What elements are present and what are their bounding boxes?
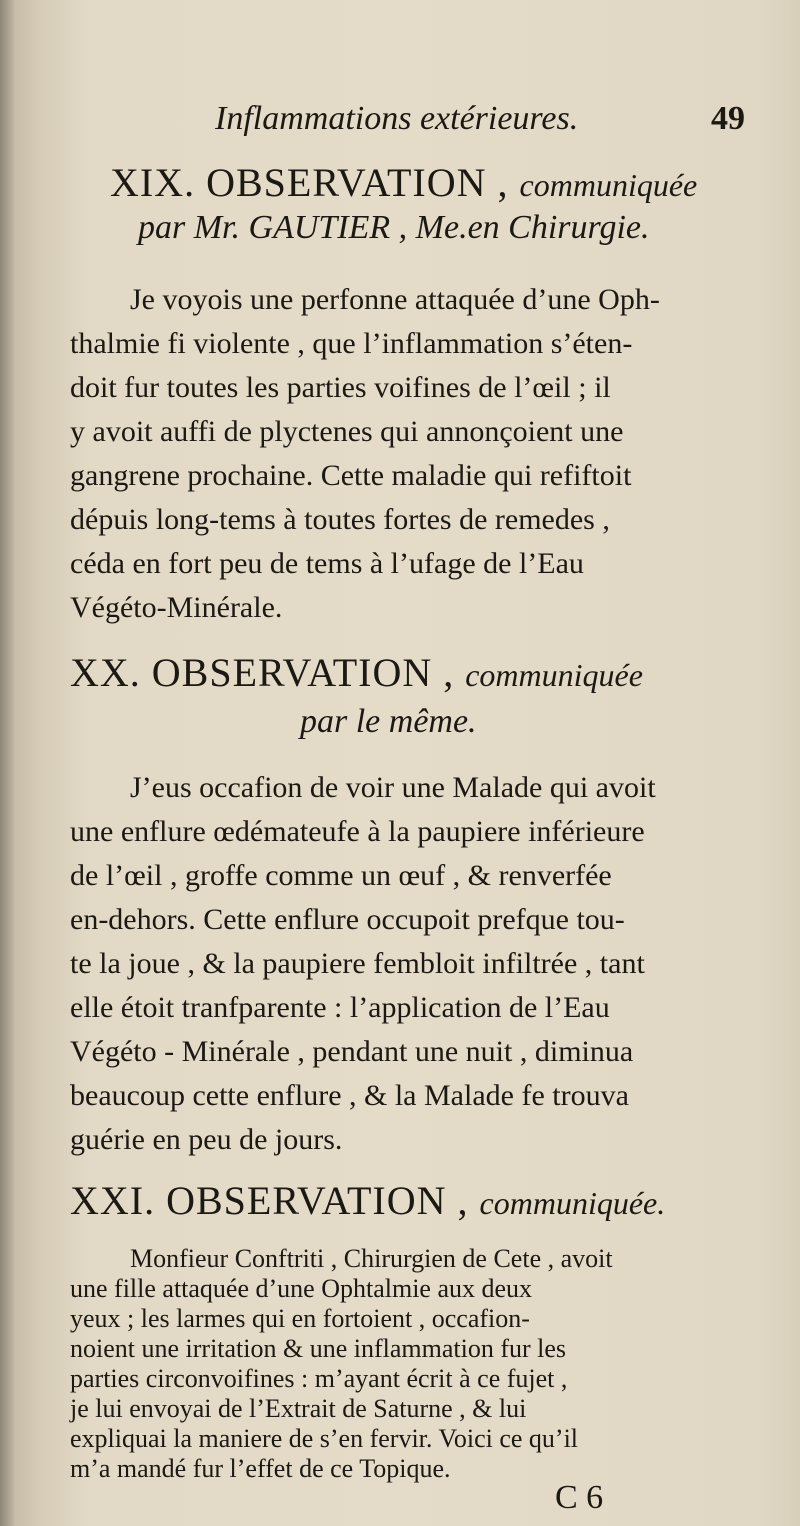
obs20-line-9: guérie en peu de jours. [70, 1123, 343, 1156]
obs20-title: OBSERVATION , [151, 650, 455, 695]
obs19-line-8: Végéto-Minérale. [70, 591, 283, 624]
obs19-line-5: gangrene prochaine. Cette maladie qui refiftoit [70, 459, 632, 492]
page-number: 49 [711, 100, 745, 137]
obs19-title: OBSERVATION , [206, 160, 509, 205]
obs19-line-1: Je voyois une perfonne attaquée d’une Oph- [130, 283, 660, 316]
obs21-line-2: une fille attaquée d’une Ophtalmie aux deux [70, 1274, 533, 1303]
obs20-line-7: Végéto - Minérale , pendant une nuit , diminua [70, 1035, 634, 1068]
obs21-line-7: expliquai la maniere de s’en fervir. Voici ce qu’il [70, 1424, 579, 1453]
running-head [215, 100, 745, 146]
obs20-line-1: J’eus occafion de voir une Malade qui avoit [130, 771, 656, 804]
obs21-line-3: yeux ; les larmes qui en fortoient , occafion- [70, 1304, 530, 1333]
obs19-communiquee: communiquée [519, 167, 698, 203]
obs19-line-7: céda en fort peu de tems à l’ufage de l’Eau [70, 547, 584, 580]
obs21-title: OBSERVATION , [166, 1178, 469, 1223]
obs20-line-5: te la joue , & la paupiere fembloit infiltrée , tant [70, 947, 645, 980]
obs21-line-6: je lui envoyai de l’Extrait de Saturne , & lui [70, 1394, 527, 1423]
obs20-number: XX. [70, 650, 141, 695]
obs21-heading [70, 1176, 665, 1228]
obs20-line-8: beaucoup cette enflure , & la Malade fe trouva [70, 1079, 629, 1112]
signature-mark: C 6 [555, 1479, 604, 1516]
obs21-line-4: noient une irritation & une inflammation fur les [70, 1334, 567, 1363]
obs21-line-5: parties circonvoifines : m’ayant écrit à ce fujet , [70, 1364, 568, 1393]
obs21-line-1: Monfieur Conftriti , Chirurgien de Cete , avoit [130, 1244, 613, 1273]
obs19-line-2: thalmie fi violente , que l’inflammation s’éten- [70, 327, 633, 360]
obs19-byline: par Mr. GAUTIER , Me.en Chirurgie. [138, 209, 650, 246]
obs19-number: XIX. [110, 160, 196, 205]
obs19-heading [110, 158, 697, 210]
obs20-byline: par le même. [300, 703, 477, 740]
obs21-number: XXI. [70, 1178, 156, 1223]
obs20-communiquee: communiquée [465, 657, 643, 693]
obs20-line-4: en-dehors. Cette enflure occupoit prefque tou- [70, 903, 625, 936]
obs20-line-2: une enflure œdémateufe à la paupiere inférieure [70, 815, 645, 848]
obs19-line-6: dépuis long-tems à toutes fortes de remedes , [70, 503, 610, 536]
obs20-line-3: de l’œil , groffe comme un œuf , & renverfée [70, 859, 612, 892]
obs20-heading [70, 648, 643, 700]
obs20-line-6: elle étoit tranfparente : l’application de l’Eau [70, 991, 610, 1024]
obs21-line-8: m’a mandé fur l’effet de ce Topique. [70, 1454, 451, 1483]
running-head-title: Inflammations extérieures. [215, 100, 579, 137]
obs19-line-4: y avoit auffi de plyctenes qui annonçoient une [70, 415, 624, 448]
obs19-line-3: doit fur toutes les parties voifines de l’œil ; il [70, 371, 611, 404]
page-gutter-shadow [0, 0, 14, 1526]
obs21-communiquee: communiquée. [479, 1185, 666, 1221]
